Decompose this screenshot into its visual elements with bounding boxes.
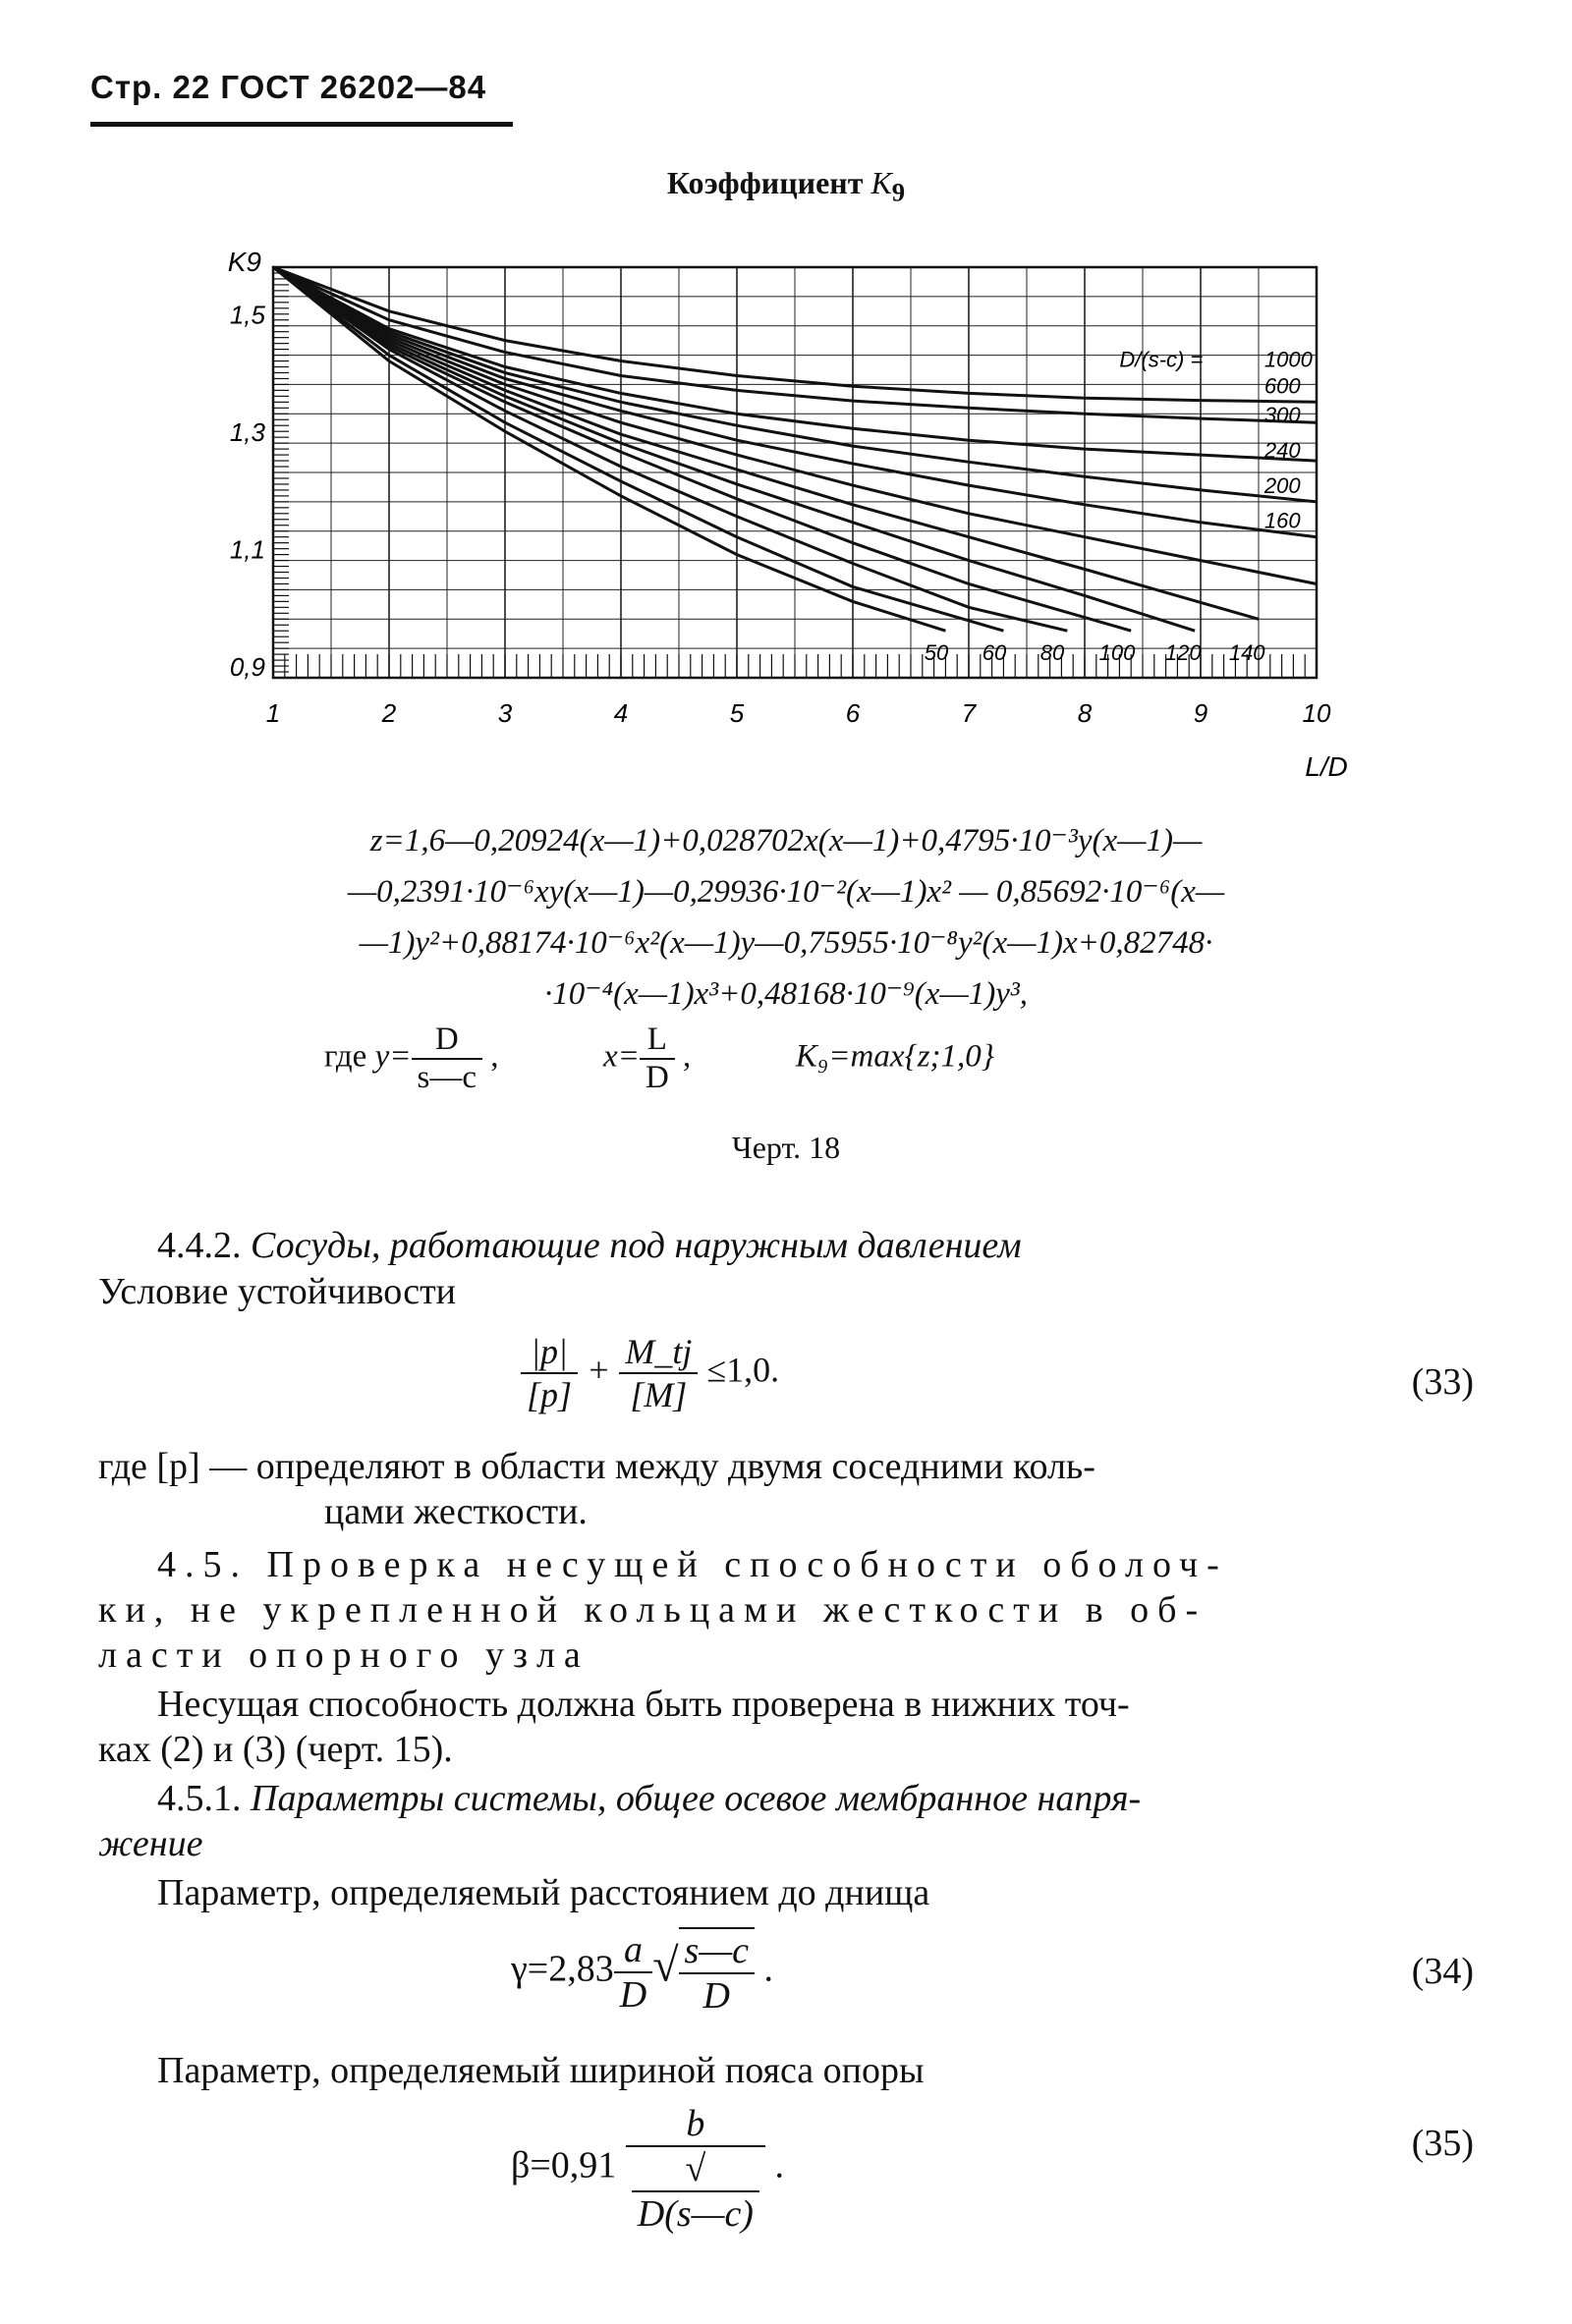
legend-label: D/(s-c) = xyxy=(1119,347,1204,372)
section-4-5-line-1: 4.5. Проверка несущей способности оболоч- xyxy=(157,1544,1228,1585)
equation-number-35: (35) xyxy=(1411,2123,1474,2164)
series-label-600: 600 xyxy=(1263,373,1301,399)
formula-line-1: z=1,6—0,20924(x—1)+0,028702x(x—1)+0,4795·10⁻³y(x—1)— xyxy=(369,823,1203,858)
section-4-5-1: 4.5.1. Параметры системы, общее осевое мембранное напря- xyxy=(157,1778,1142,1819)
section-4-4-2: 4.4.2. Сосуды, работающие под наружным давлением xyxy=(157,1225,1022,1266)
header-rule xyxy=(90,122,513,127)
x-tick-label: 2 xyxy=(381,698,397,728)
formula-line-3: —1)y²+0,88174·10⁻⁶x²(x—1)y—0,75955·10⁻⁸y²(x—1)x+0,82748· xyxy=(359,925,1213,961)
x-tick-label: 5 xyxy=(729,698,745,728)
equation-number-33: (33) xyxy=(1411,1361,1474,1403)
series-label-200: 200 xyxy=(1263,472,1301,498)
equation-number-34: (34) xyxy=(1411,1951,1474,1992)
y-tick-label: 1,3 xyxy=(229,417,265,448)
series-label-160: 160 xyxy=(1263,508,1301,533)
equation-34: γ=2,83 $\frac{a}{D}$ √ $\frac{s—c}{D}$ . xyxy=(511,1929,773,2017)
series-label-140: 140 xyxy=(1228,640,1265,666)
where-33-line-2: цами жесткости. xyxy=(324,1491,588,1532)
section-4-5-line-3: ласти опорного узла xyxy=(98,1634,590,1676)
series-label-1000: 1000 xyxy=(1263,347,1313,372)
y-axis-label: K9 xyxy=(227,247,261,277)
x-tick-label: 6 xyxy=(845,698,861,728)
page-header: Стр. 22 ГОСТ 26202—84 xyxy=(90,69,487,105)
y-tick-label: 1,5 xyxy=(229,300,265,330)
x-tick-label: 3 xyxy=(497,698,513,728)
series-label-240: 240 xyxy=(1263,438,1301,464)
param-width-label: Параметр, определяемый шириной пояса опоры xyxy=(157,2050,925,2091)
stability-condition-label: Условие устойчивости xyxy=(98,1271,457,1312)
y-tick-label: 1,1 xyxy=(229,534,265,565)
param-distance-label: Параметр, определяемый расстоянием до днища xyxy=(157,1872,930,1913)
section-4-5-1-cont: жение xyxy=(98,1823,203,1864)
series-label-120: 120 xyxy=(1164,640,1202,666)
x-tick-label: 10 xyxy=(1302,698,1331,728)
where-33-line-1: где [p] — определяют в области между двумя соседними коль- xyxy=(98,1446,1095,1487)
series-label-80: 80 xyxy=(1039,640,1065,666)
chart-title: Коэффициент $K_9$ xyxy=(666,165,906,207)
y-fraction: $\frac{D}{s—c}$ xyxy=(412,1022,483,1096)
curve-100 xyxy=(273,267,1131,631)
equation-33: $\frac{|p|}{[p]}$ + $\frac{M\_tj}{[M]}$ ≤1,0. xyxy=(521,1331,779,1415)
curve-120 xyxy=(273,267,1195,631)
series-label-100: 100 xyxy=(1098,640,1136,666)
x-fraction: $\frac{L}{D}$ xyxy=(640,1022,675,1096)
series-label-50: 50 xyxy=(924,640,949,666)
formula-definitions: где y= $\frac{D}{s—c}$ , x= $\frac{L}{D}$ , K₉=max{z;1,0} xyxy=(324,1022,994,1095)
section-4-5-line-2: ки, не укрепленной кольцами жесткости в об- xyxy=(98,1589,1207,1631)
x-tick-label: 1 xyxy=(265,698,281,728)
x-tick-label: 9 xyxy=(1193,698,1208,728)
x-axis-label: L/D xyxy=(1305,751,1348,776)
formula-line-4: ·10⁻⁴(x—1)x³+0,48168·10⁻⁹(x—1)y³, xyxy=(543,976,1029,1012)
y-tick-label: 0,9 xyxy=(229,652,265,682)
section-4-5-text-1: Несущая способность должна быть проверена в нижних точ- xyxy=(157,1684,1130,1725)
section-4-5-text-2: ках (2) и (3) (черт. 15). xyxy=(98,1729,453,1770)
x-tick-label: 8 xyxy=(1077,698,1093,728)
series-label-300: 300 xyxy=(1263,403,1301,428)
formula-line-2: —0,2391·10⁻⁶xy(x—1)—0,29936·10⁻²(x—1)x² — 0,85692·10⁻⁶(x— xyxy=(347,874,1225,910)
x-tick-label: 7 xyxy=(961,698,977,728)
series-label-60: 60 xyxy=(982,640,1007,666)
chart-grid xyxy=(273,267,1317,678)
k9-chart xyxy=(196,226,1376,776)
figure-caption: Черт. 18 xyxy=(731,1130,841,1165)
equation-35: β=0,91 b √ D(s—c) . xyxy=(511,2103,784,2235)
x-tick-label: 4 xyxy=(613,698,629,728)
